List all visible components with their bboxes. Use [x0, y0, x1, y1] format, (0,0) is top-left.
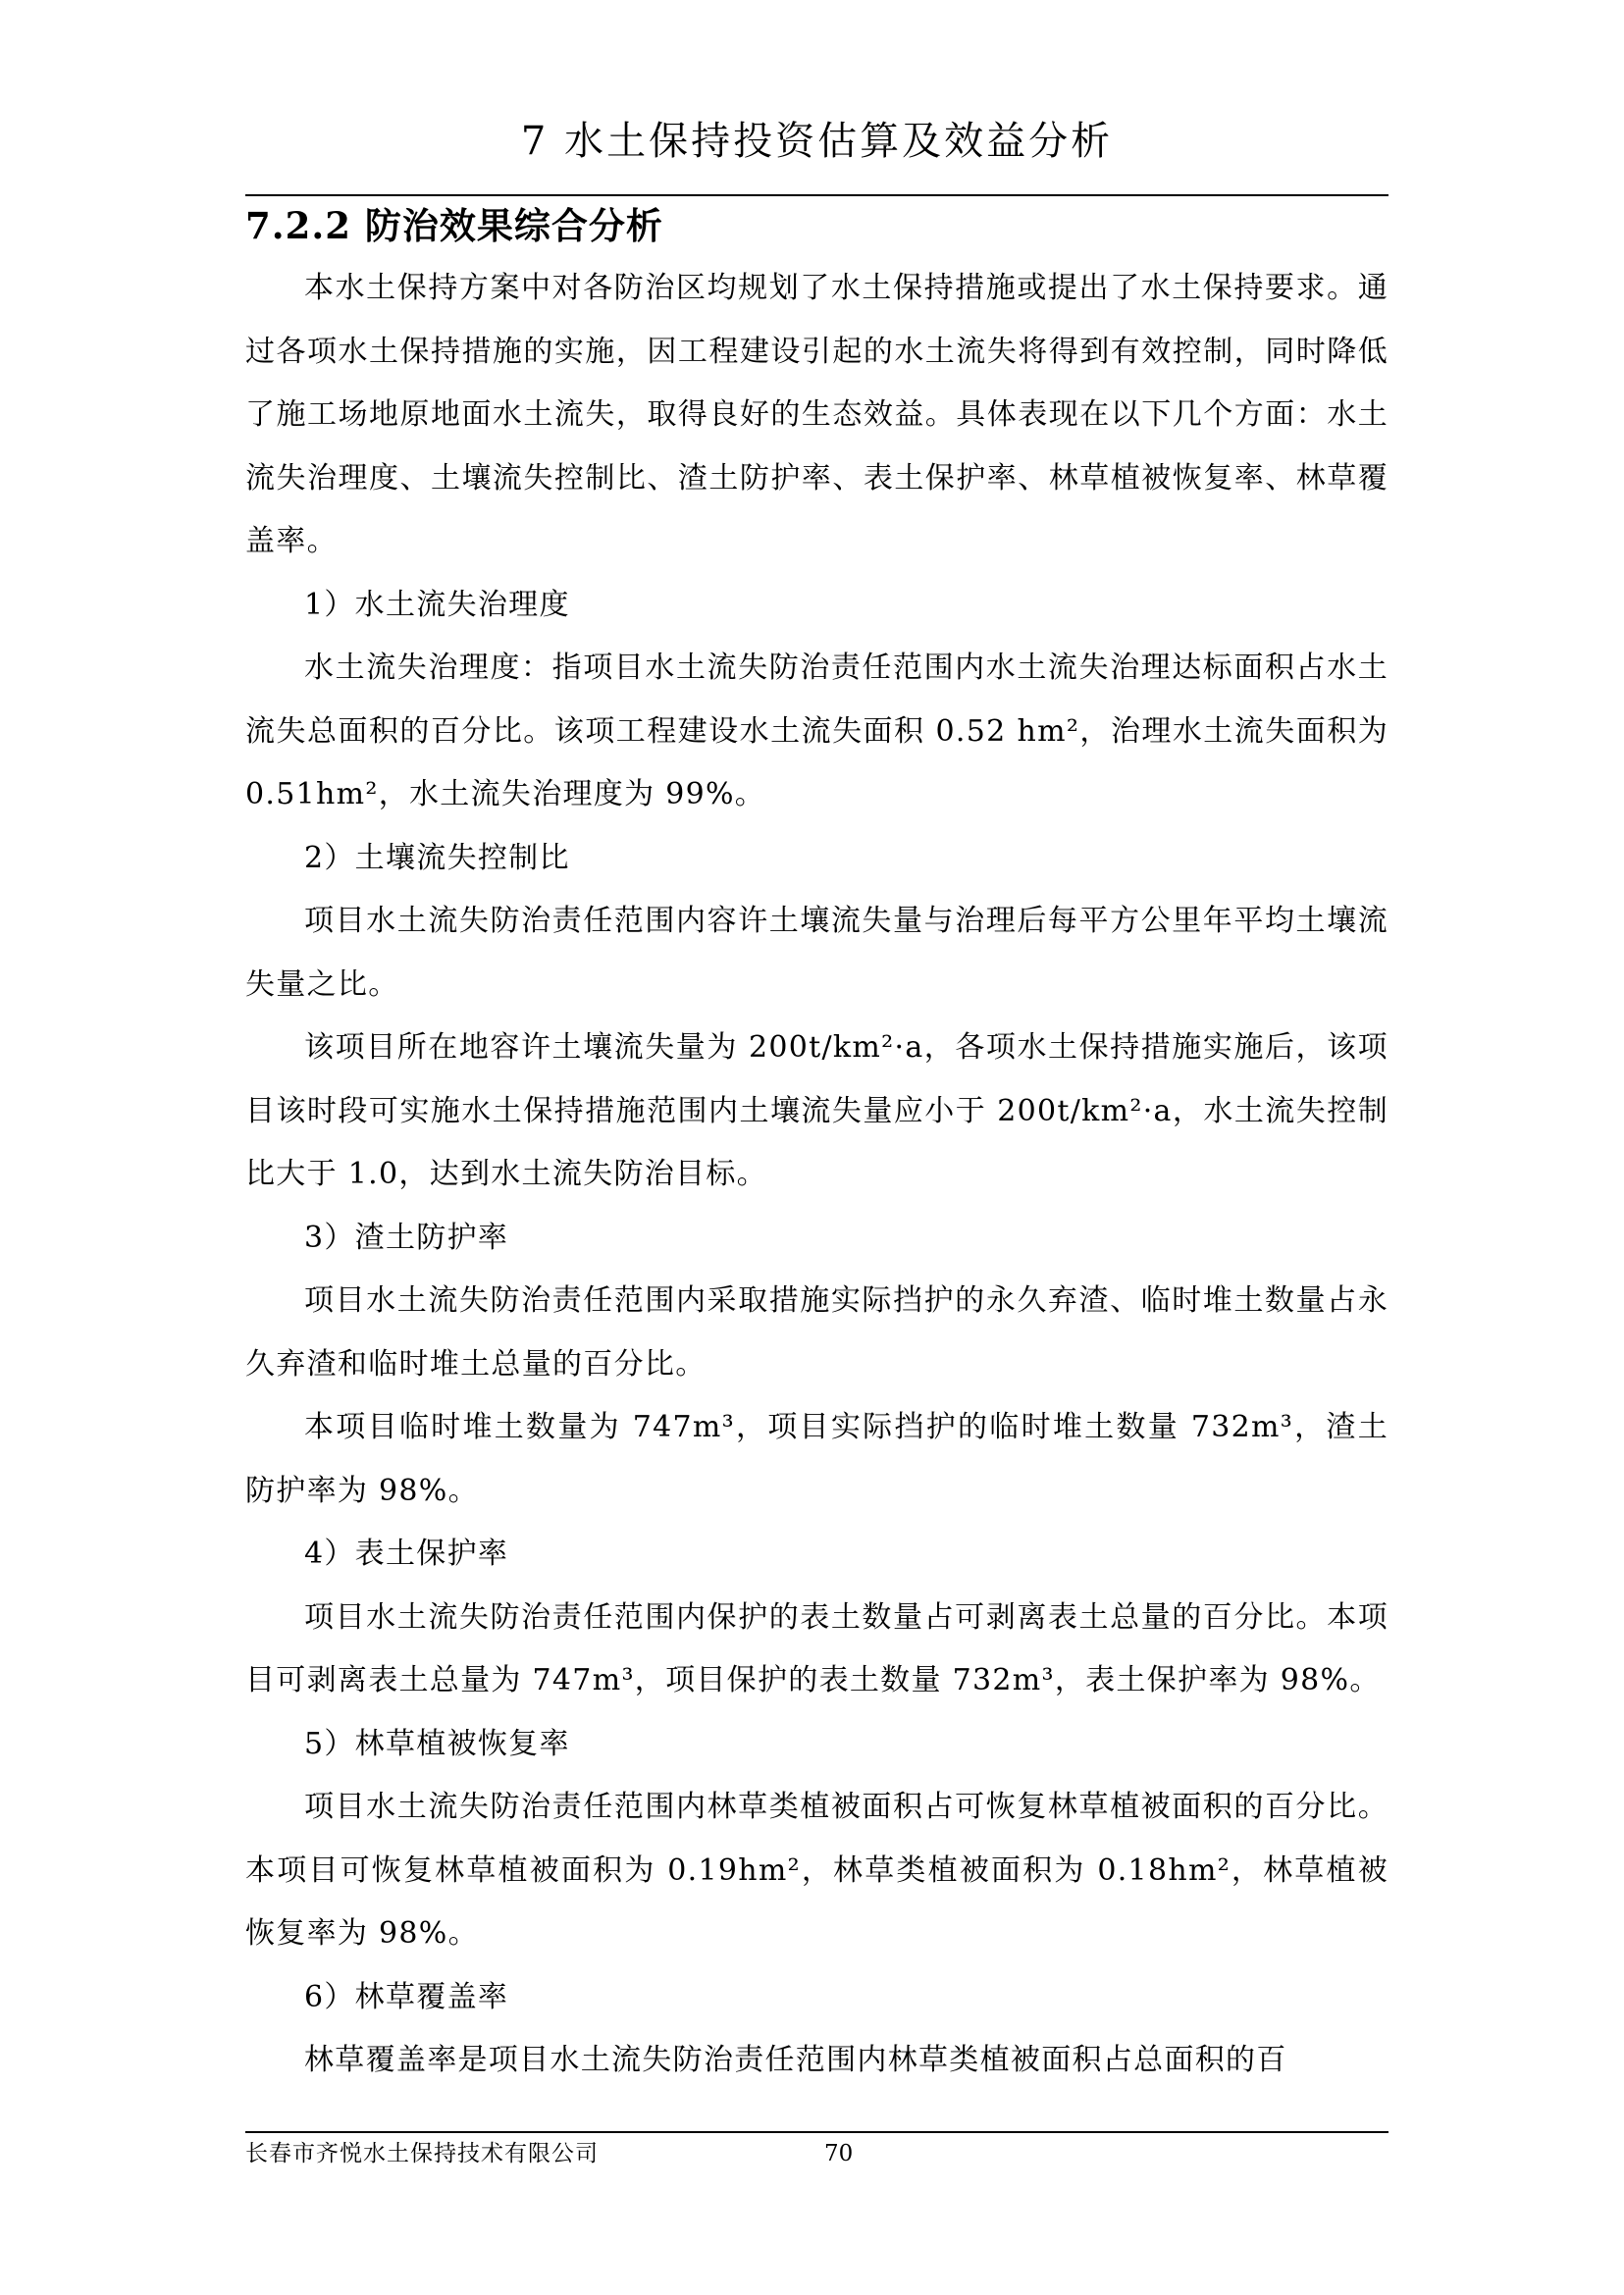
section-heading: 7.2.2 防治效果综合分析 — [245, 204, 663, 247]
item-paragraph: 本项目临时堆土数量为 747m³，项目实际挡护的临时堆土数量 732m³，渣土防护率为 98%。 — [245, 1410, 1388, 1508]
item-paragraph: 项目水土流失防治责任范围内林草类植被面积占可恢复林草植被面积的百分比。本项目可恢复林草植被面积为 0.19hm²，林草类植被面积为 0.18hm²，林草植被恢复率为 98%。 — [245, 1790, 1388, 1951]
document-body — [245, 257, 1388, 2093]
item-paragraph: 项目水土流失防治责任范围内采取措施实际挡护的永久弃渣、临时堆土数量占永久弃渣和临时堆土总量的百分比。 — [245, 1283, 1388, 1382]
footer-company: 长春市齐悦水土保持技术有限公司 — [245, 2141, 599, 2166]
running-header: 7 水土保持投资估算及效益分析 — [520, 119, 1114, 164]
item-title: 2）土壤流失控制比 — [304, 840, 570, 875]
item-paragraph: 林草覆盖率是项目水土流失防治责任范围内林草类植被面积占总面积的百 — [304, 2043, 1287, 2077]
item-title: 5）林草植被恢复率 — [304, 1726, 570, 1761]
item-title: 6）林草覆盖率 — [304, 1979, 509, 2014]
item-paragraph: 项目水土流失防治责任范围内保护的表土数量占可剥离表土总量的百分比。本项目可剥离表土总量为 747m³，项目保护的表土数量 732m³，表土保护率为 98%。 — [245, 1599, 1388, 1697]
item-paragraph: 项目水土流失防治责任范围内容许土壤流失量与治理后每平方公里年平均土壤流失量之比。 — [245, 904, 1388, 1002]
item-paragraph: 该项目所在地容许土壤流失量为 200t/km²·a，各项水土保持措施实施后，该项目该时段可实施水土保持措施范围内土壤流失量应小于 200t/km²·a，水土流失控制比大于 1.0，达到水土流失防治目标。 — [245, 1030, 1388, 1191]
item-title: 1）水土流失治理度 — [304, 587, 570, 622]
item-paragraph: 水土流失治理度：指项目水土流失防治责任范围内水土流失治理达标面积占水土流失总面积的百分比。该项工程建设水土流失面积 0.52 hm²，治理水土流失面积为 0.51hm²，水土流失治理度为 99%。 — [245, 651, 1388, 811]
item-title: 4）表土保护率 — [304, 1537, 509, 1571]
intro-paragraph: 本水土保持方案中对各防治区均规划了水土保持措施或提出了水土保持要求。通过各项水土保持措施的实施，因工程建设引起的水土流失将得到有效控制，同时降低了施工场地原地面水土流失，取得良好的生态效益。具体表现在以下几个方面：水土流失治理度、土壤流失控制比、渣土防护率、表土保护率、林草植被恢复率、林草覆盖率。 — [245, 271, 1388, 558]
item-title: 3）渣土防护率 — [304, 1220, 509, 1255]
footer-rule — [245, 2131, 1388, 2133]
page-number: 70 — [824, 2141, 854, 2166]
